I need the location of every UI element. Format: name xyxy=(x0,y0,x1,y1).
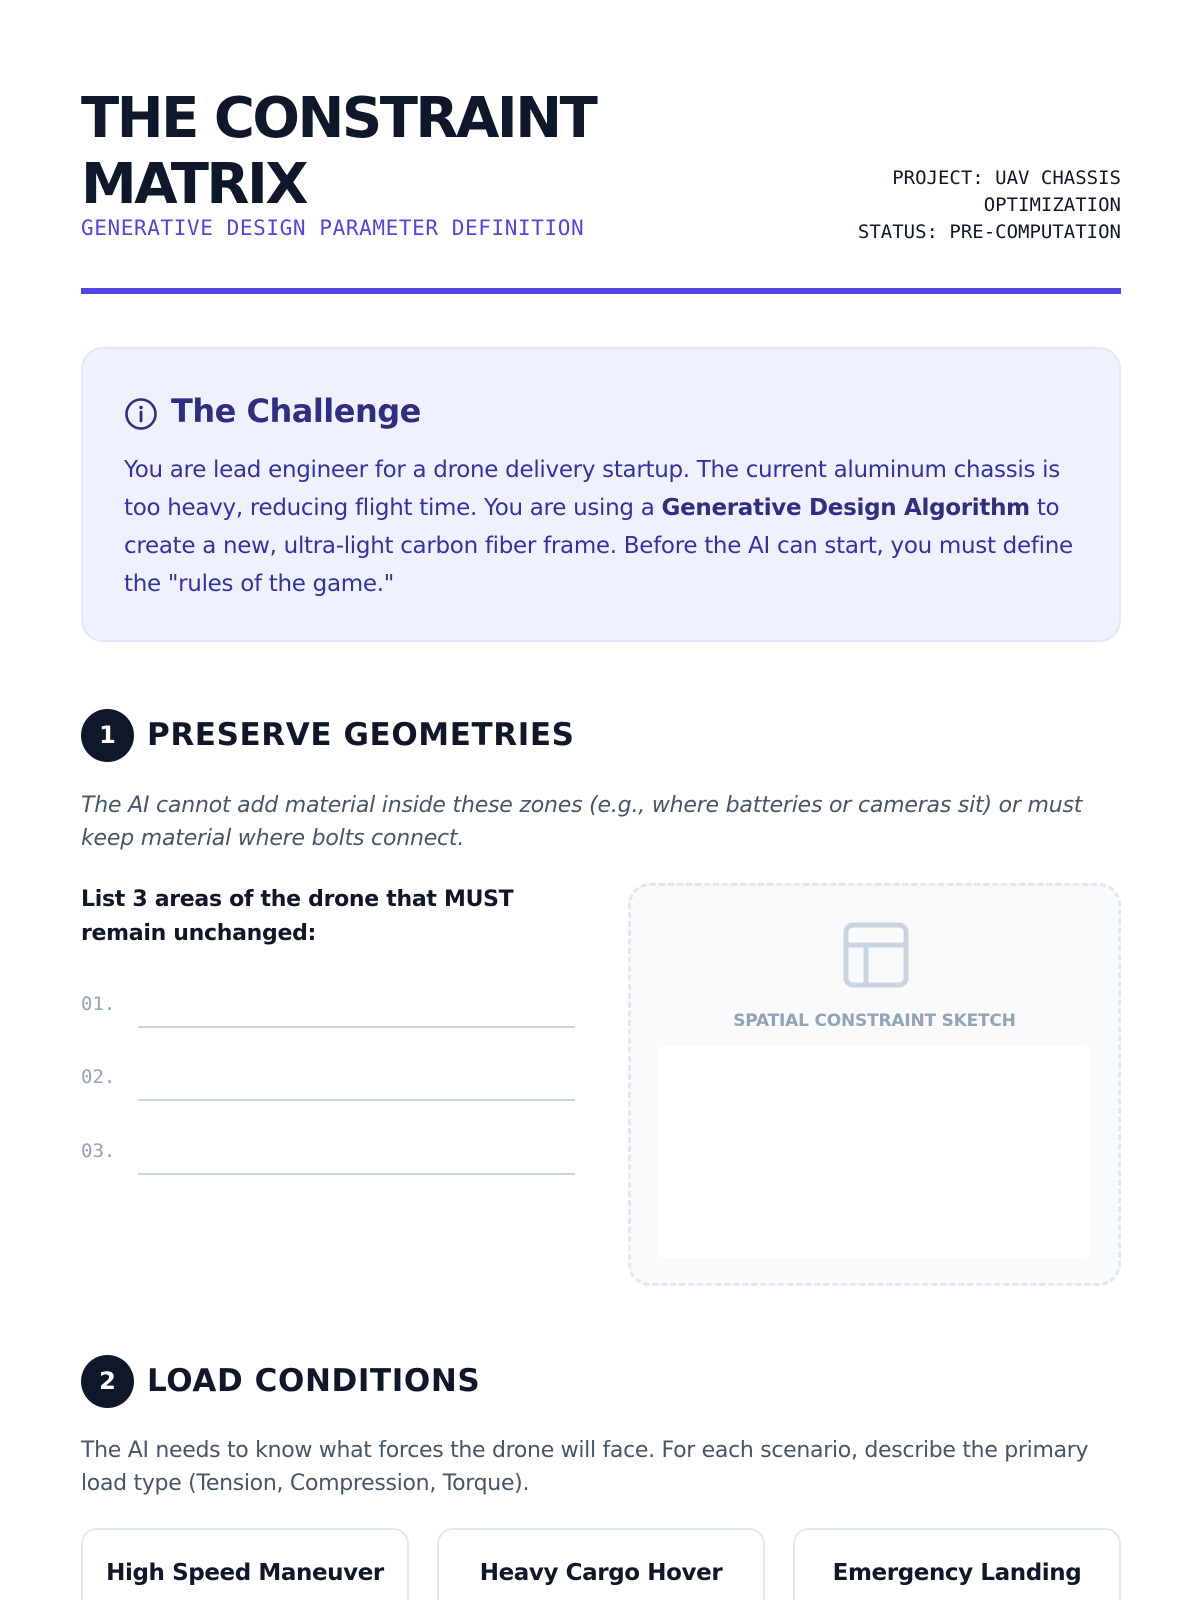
answer-line-number: 03. xyxy=(81,1140,116,1162)
layout-icon xyxy=(842,921,910,989)
worksheet-page xyxy=(81,0,1121,1586)
challenge-card xyxy=(81,347,1121,642)
answer-field-3[interactable] xyxy=(138,1132,575,1175)
sketch-label: SPATIAL CONSTRAINT SKETCH xyxy=(733,1011,1016,1031)
scenario-card-title: Heavy Cargo Hover xyxy=(479,1560,723,1586)
project-meta xyxy=(858,165,1121,246)
page-title: THE CONSTRAINT MATRIX xyxy=(81,86,596,217)
sketch-drawing-area[interactable] xyxy=(658,1046,1091,1258)
sketch-panel xyxy=(628,883,1121,1286)
scenario-card-title: High Speed Maneuver xyxy=(106,1560,384,1586)
answer-field-2[interactable] xyxy=(138,1058,575,1101)
scenario-card[interactable] xyxy=(793,1528,1121,1600)
answer-line xyxy=(81,985,575,1035)
answer-line xyxy=(81,1058,575,1108)
answer-line xyxy=(81,1132,575,1182)
info-icon xyxy=(124,397,158,431)
scenario-card-title: Emergency Landing xyxy=(832,1560,1082,1586)
section-2-description: The AI needs to know what forces the drone will face. For each scenario, describe the primary load type (Tension, Compression, Torque). xyxy=(81,1438,1089,1496)
status-label: STATUS: PRE-COMPUTATION xyxy=(857,221,1121,243)
challenge-body-text-end: to create a new, ultra-light carbon fiber frame. Before the AI can start, you must define the "rules of the game." xyxy=(124,495,1073,597)
section-number-badge: 1 xyxy=(81,709,134,762)
scenario-cards xyxy=(81,1528,1121,1600)
scenario-card[interactable] xyxy=(437,1528,765,1600)
section-1-prompt: List 3 areas of the drone that MUST remain unchanged: xyxy=(81,887,514,946)
header-divider xyxy=(81,288,1121,294)
challenge-body-emphasis: Generative Design Algorithm xyxy=(661,495,1030,521)
challenge-body xyxy=(124,451,1084,603)
answer-line-number: 02. xyxy=(81,1066,116,1088)
project-label-continued: OPTIMIZATION xyxy=(983,194,1121,216)
project-label: PROJECT: UAV CHASSIS xyxy=(892,167,1121,189)
challenge-body-text: You are lead engineer for a drone delivery startup. The current aluminum chassis is too heavy, reducing flight time. You are using a xyxy=(124,457,1060,521)
answer-line-number: 01. xyxy=(81,993,116,1015)
answer-field-1[interactable] xyxy=(138,985,575,1028)
scenario-card[interactable] xyxy=(81,1528,409,1600)
section-1-title: PRESERVE GEOMETRIES xyxy=(147,717,575,753)
challenge-title: The Challenge xyxy=(171,392,421,430)
page-subtitle: GENERATIVE DESIGN PARAMETER DEFINITION xyxy=(81,216,585,240)
section-1-description: The AI cannot add material inside these zones (e.g., where batteries or cameras sit) or must keep material where bolts connect. xyxy=(81,793,1083,851)
section-number-badge: 2 xyxy=(81,1355,134,1408)
section-2-title: LOAD CONDITIONS xyxy=(147,1363,481,1399)
page-header xyxy=(81,0,1121,296)
